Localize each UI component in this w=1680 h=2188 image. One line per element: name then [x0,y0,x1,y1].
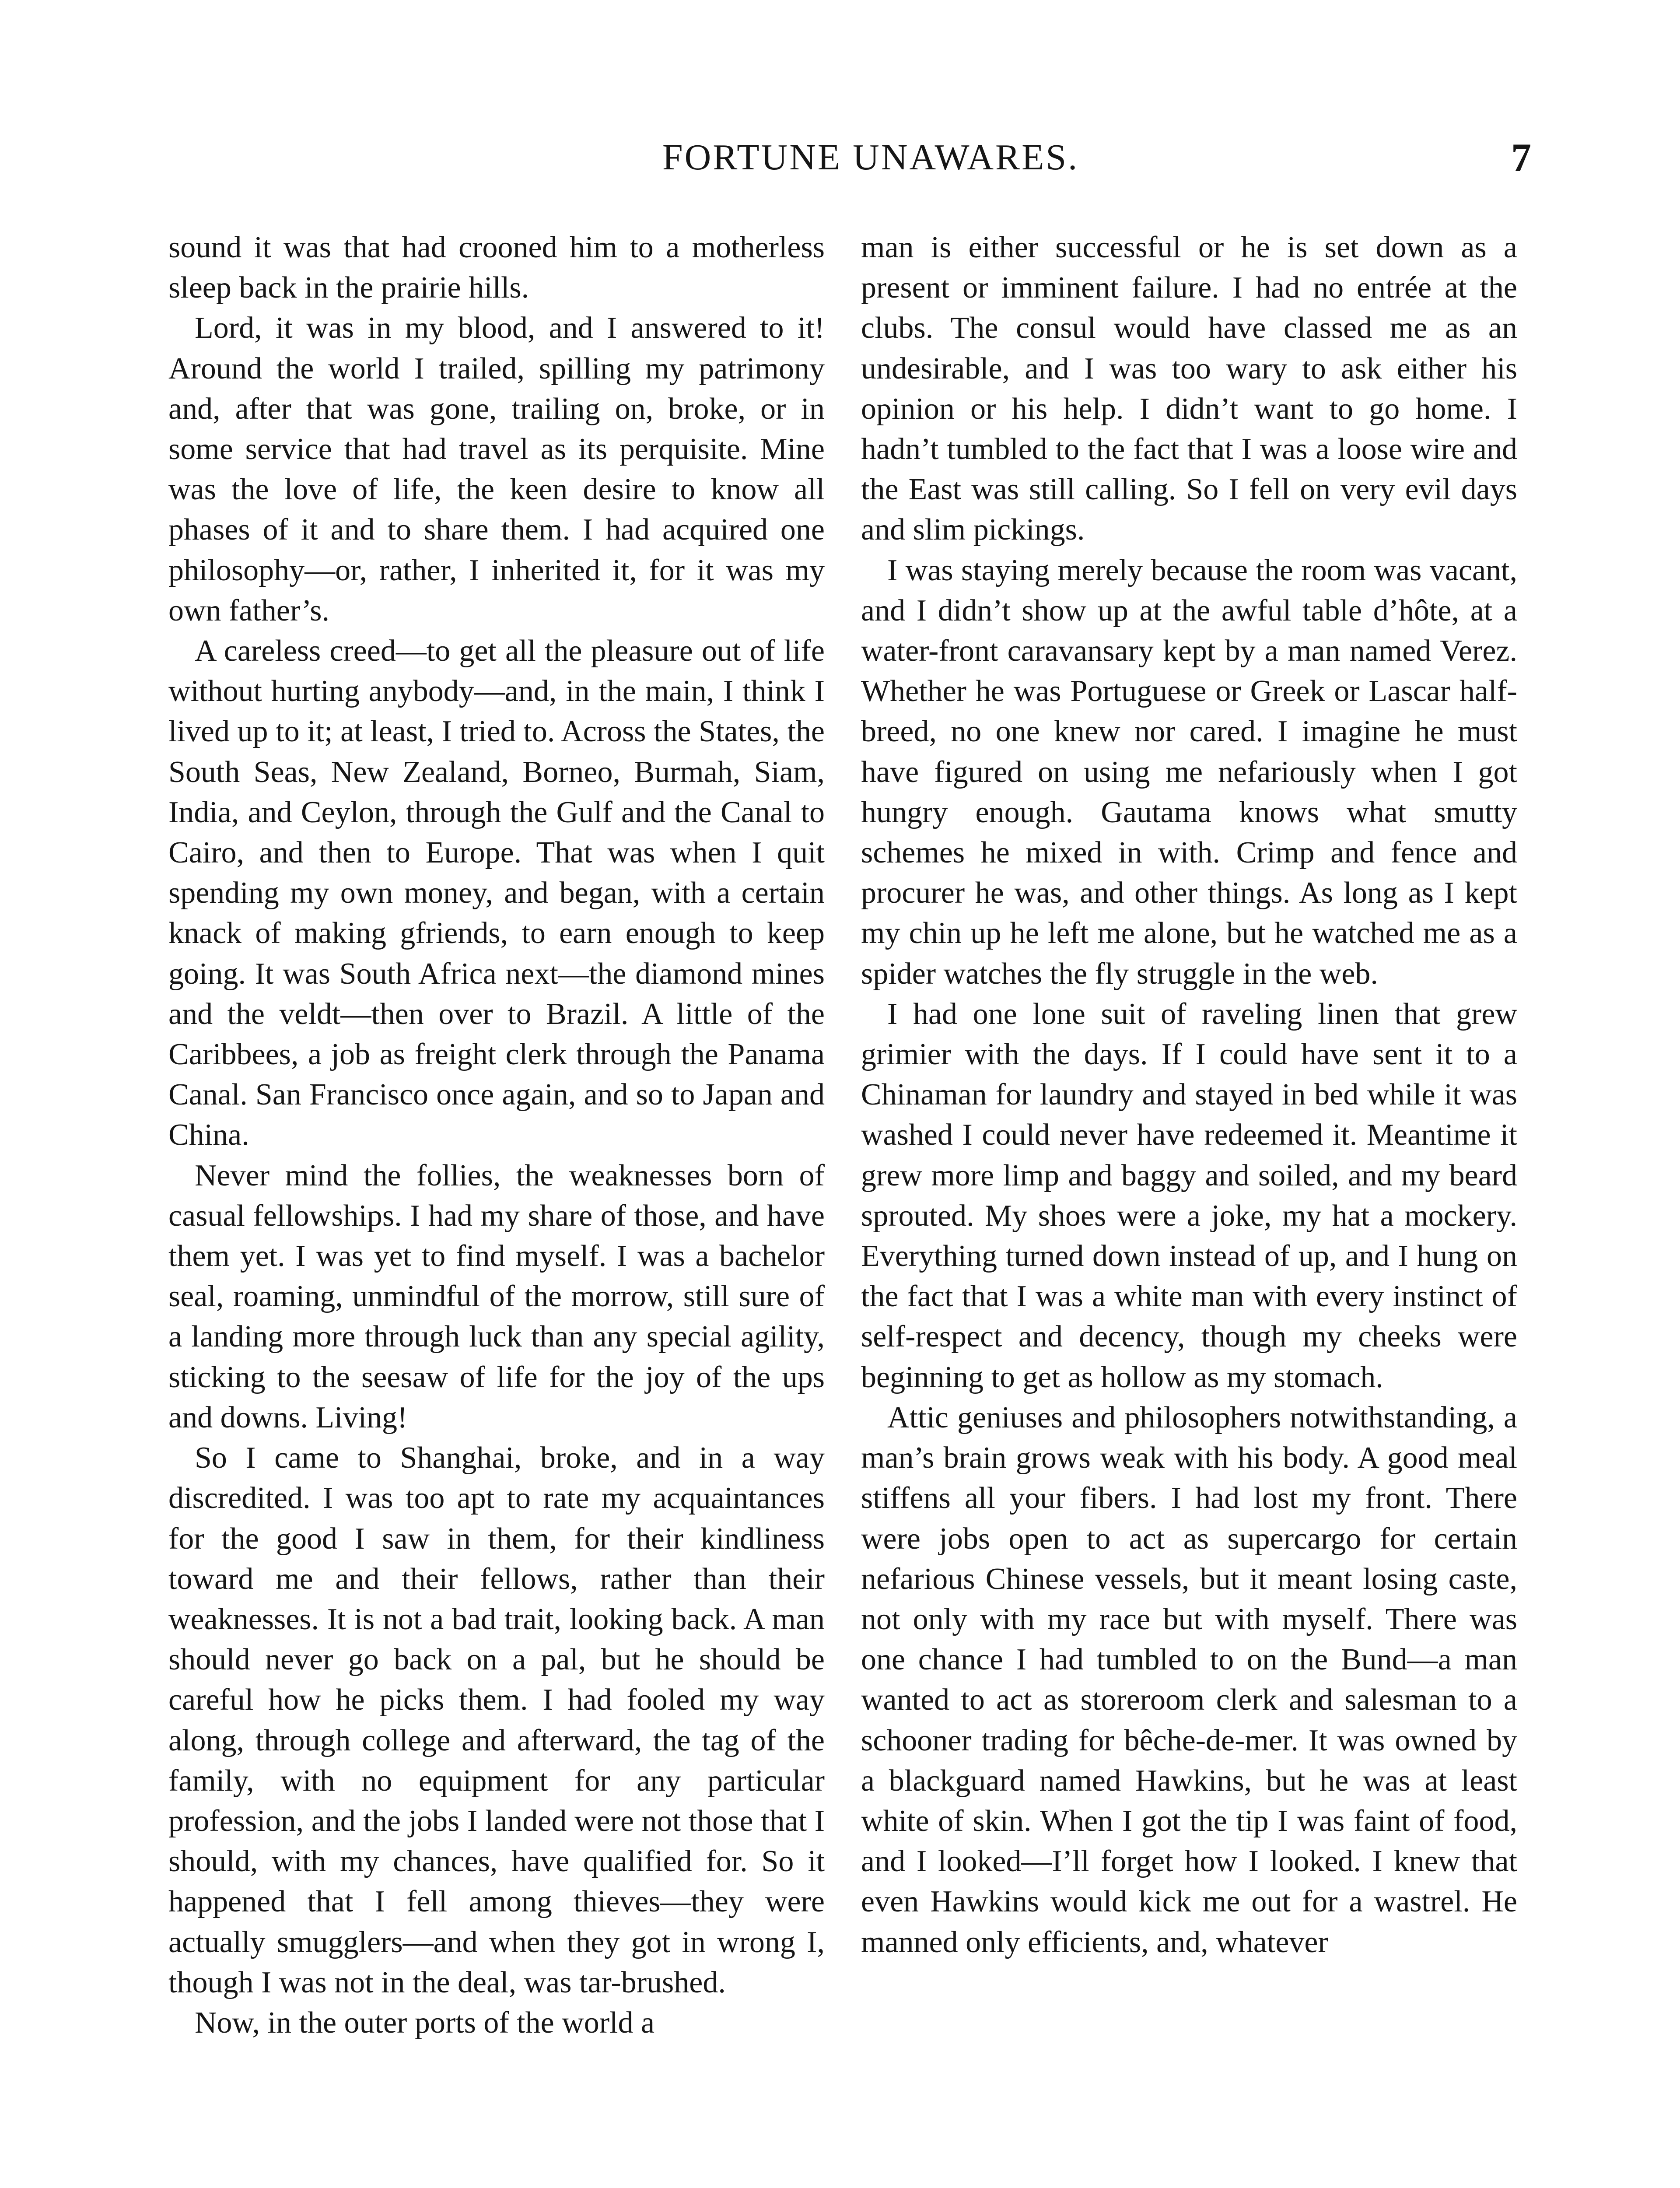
paragraph: Now, in the outer ports of the world a [195,2006,655,2040]
paragraph: So I came to Shanghai, broke, and in a way discredited. I was too apt to rate my acquaintances for the good I saw in them, for their kindliness toward me and their fellows, rather than their weaknesses. It is not a bad trait, looking back. A man should never go back on a pal, but he should be careful how he picks them. I had fooled my way along, through college and afterward, the tag of the family, with no equipment for any particular profession, and the jobs I landed were not those that I should, with my chances, have qualified for. So it happened that I fell among thieves—they were actually smugglers—and when they got in wrong I, though I was not in the deal, was tar-brushed. [168,1441,825,1999]
paragraph: sound it was that had crooned him to a motherless sleep back in the prairie hills. [168,231,825,305]
running-head-title: FORTUNE UNAWARES. [662,137,1079,178]
page-number: 7 [1511,135,1531,180]
right-column [861,228,1517,1963]
paragraph: Never mind the follies, the weaknesses born of casual fellowships. I had my share of those, and have them yet. I was yet to find myself. I was a bachelor seal, roaming, unmindful of the morrow, still sure of a landing more through luck than any special agility, sticking to the seesaw of life for the joy of the ups and downs. Living! [168,1158,825,1434]
running-head [0,131,1680,184]
paragraph: A careless creed—to get all the pleasure out of life without hurting anybody—and, in the main, I think I lived up to it; at least, I tried to. Across the States, the South Seas, New Zealand, Borneo, Burmah, Siam, India, and Ceylon, through the Gulf and the Canal to Cairo, and then to Europe. That was when I quit spending my own money, and began, with a certain knack of making gfriends, to earn enough to keep going. It was South Africa next—the diamond mines and the veldt—then over to Brazil. A little of the Caribbees, a job as freight clerk through the Panama Canal. San Francisco once again, and so to Japan and China. [168,634,825,1152]
left-column [168,228,825,2043]
paragraph: I was staying merely because the room was vacant, and I didn’t show up at the awful table d’hôte, at a water-front caravansary kept by a man named Verez. Whether he was Portuguese or Greek or Lascar half-breed, no one knew nor cared. I imagine he must have figured on using me nefariously when I got hungry enough. Gautama knows what smutty schemes he mixed in with. Crimp and fence and procurer he was, and other things. As long as I kept my chin up he left me alone, but he watched me as a spider watches the fly struggle in the web. [861,553,1517,991]
paragraph: Attic geniuses and philosophers notwithstanding, a man’s brain grows weak with his body. A good meal stiffens all your fibers. I had lost my front. There were jobs open to act as supercargo for certain nefarious Chinese vessels, but it meant losing caste, not only with my race but with myself. There was one chance I had tumbled to on the Bund—a man wanted to act as storeroom clerk and salesman to a schooner trading for bêche-de-mer. It was owned by a blackguard named Hawkins, but he was at least white of skin. When I got the tip I was faint of food, and I looked—I’ll forget how I looked. I knew that even Hawkins would kick me out for a wastrel. He manned only efficients, and, whatever [861,1400,1517,1959]
paragraph: man is either successful or he is set down as a present or imminent failure. I had no entrée at the clubs. The consul would have classed me as an undesirable, and I was too wary to ask either his opinion or his help. I didn’t want to go home. I hadn’t tumbled to the fact that I was a loose wire and the East was still calling. So I fell on very evil days and slim pickings. [861,231,1517,547]
paragraph: I had one lone suit of raveling linen that grew grimier with the days. If I could have sent it to a Chinaman for laundry and stayed in bed while it was washed I could never have redeemed it. Meantime it grew more limp and baggy and soiled, and my beard sprouted. My shoes were a joke, my hat a mockery. Everything turned down instead of up, and I hung on the fact that I was a white man with every instinct of self-respect and decency, though my cheeks were beginning to get as hollow as my stomach. [861,997,1517,1394]
paragraph: Lord, it was in my blood, and I answered to it! Around the world I trailed, spilling my patrimony and, after that was gone, trailing on, broke, or in some service that had travel as its perquisite. Mine was the love of life, the keen desire to know all phases of it and to share them. I had acquired one philosophy—or, rather, I inherited it, for it was my own father’s. [168,311,825,628]
